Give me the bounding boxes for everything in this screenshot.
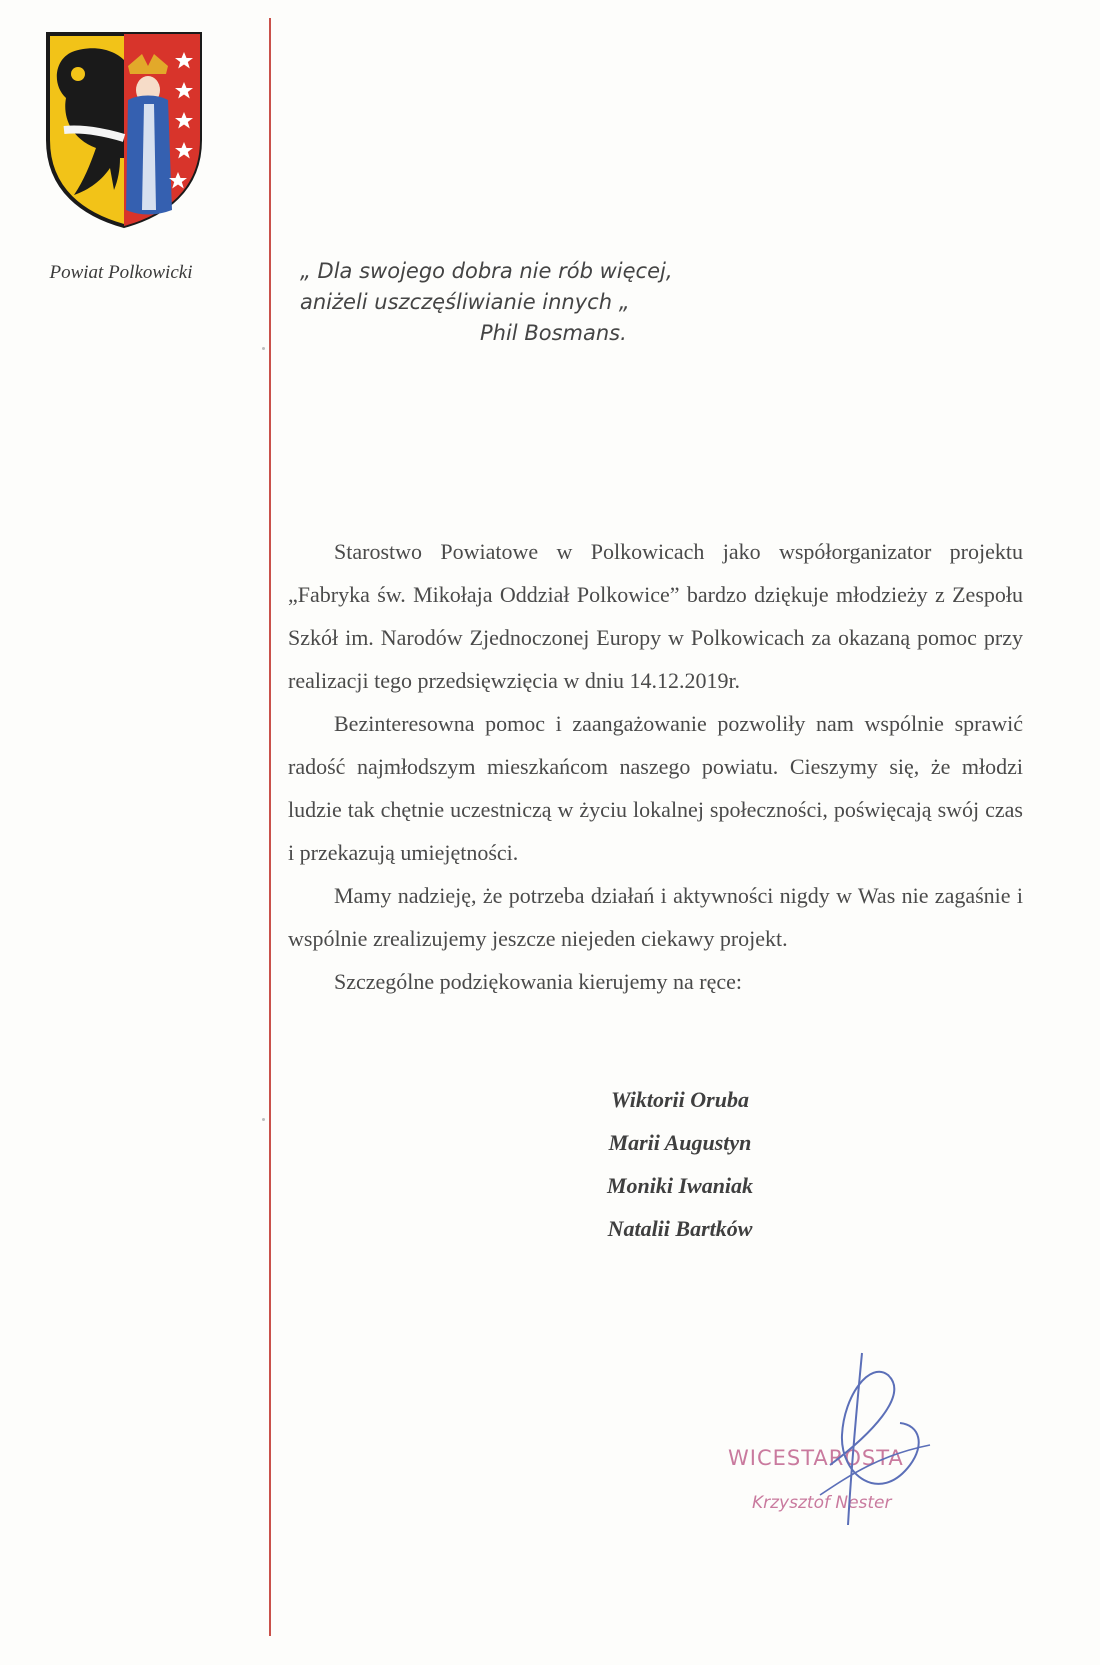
recipient-name: Marii Augustyn: [608, 1130, 752, 1155]
quote-line-1: „ Dla swojego dobra nie rób więcej,: [300, 259, 673, 283]
signature-icon: [760, 1345, 950, 1535]
margin-rule: [269, 18, 271, 1636]
district-name: Powiat Polkowicki: [49, 262, 193, 283]
letter-body: [288, 530, 1023, 1003]
recipient-name: Wiktorii Oruba: [611, 1087, 749, 1112]
stamp-name: Krzysztof Nester: [752, 1493, 892, 1513]
recipient-name: Natalii Bartków: [607, 1216, 753, 1241]
motto-quote: [300, 256, 740, 349]
coat-of-arms-icon: [44, 30, 204, 230]
paragraph-1: Starostwo Powiatowe w Polkowicach jako współorganizator projektu „Fabryka św. Mikołaja Oddział Polkowice” bardzo dziękuje młodzieży z Zespołu Szkół im. Narodów Zjednoczonej Europy w Polkowicach za okazaną pomoc przy realizacji tego przedsięwzięcia w dniu 14.12.2019r.: [288, 539, 1023, 693]
stamp-title: WICESTAROSTA: [728, 1446, 904, 1470]
quote-author: Phil Bosmans.: [480, 321, 627, 345]
recipient-name: Moniki Iwaniak: [606, 1173, 754, 1198]
quote-line-2: aniżeli uszczęśliwianie innych „: [300, 290, 630, 314]
paragraph-2: Bezinteresowna pomoc i zaangażowanie pozwoliły nam wspólnie sprawić radość najmłodszym mieszkańcom naszego powiatu. Cieszymy się, że młodzi ludzie tak chętnie uczestniczą w życiu lokalnej społeczności, poświęcają swój czas i przekazują umiejętności.: [288, 711, 1023, 865]
paragraph-3: Mamy nadzieję, że potrzeba działań i aktywności nigdy w Was nie zagaśnie i wspólnie zrealizujemy jeszcze niejeden ciekawy projekt.: [288, 883, 1023, 951]
paragraph-4: Szczególne podziękowania kierujemy na ręce:: [334, 969, 743, 994]
paper-speck: [262, 347, 265, 350]
recipients-list: [560, 1078, 800, 1250]
paper-speck: [262, 1118, 265, 1121]
